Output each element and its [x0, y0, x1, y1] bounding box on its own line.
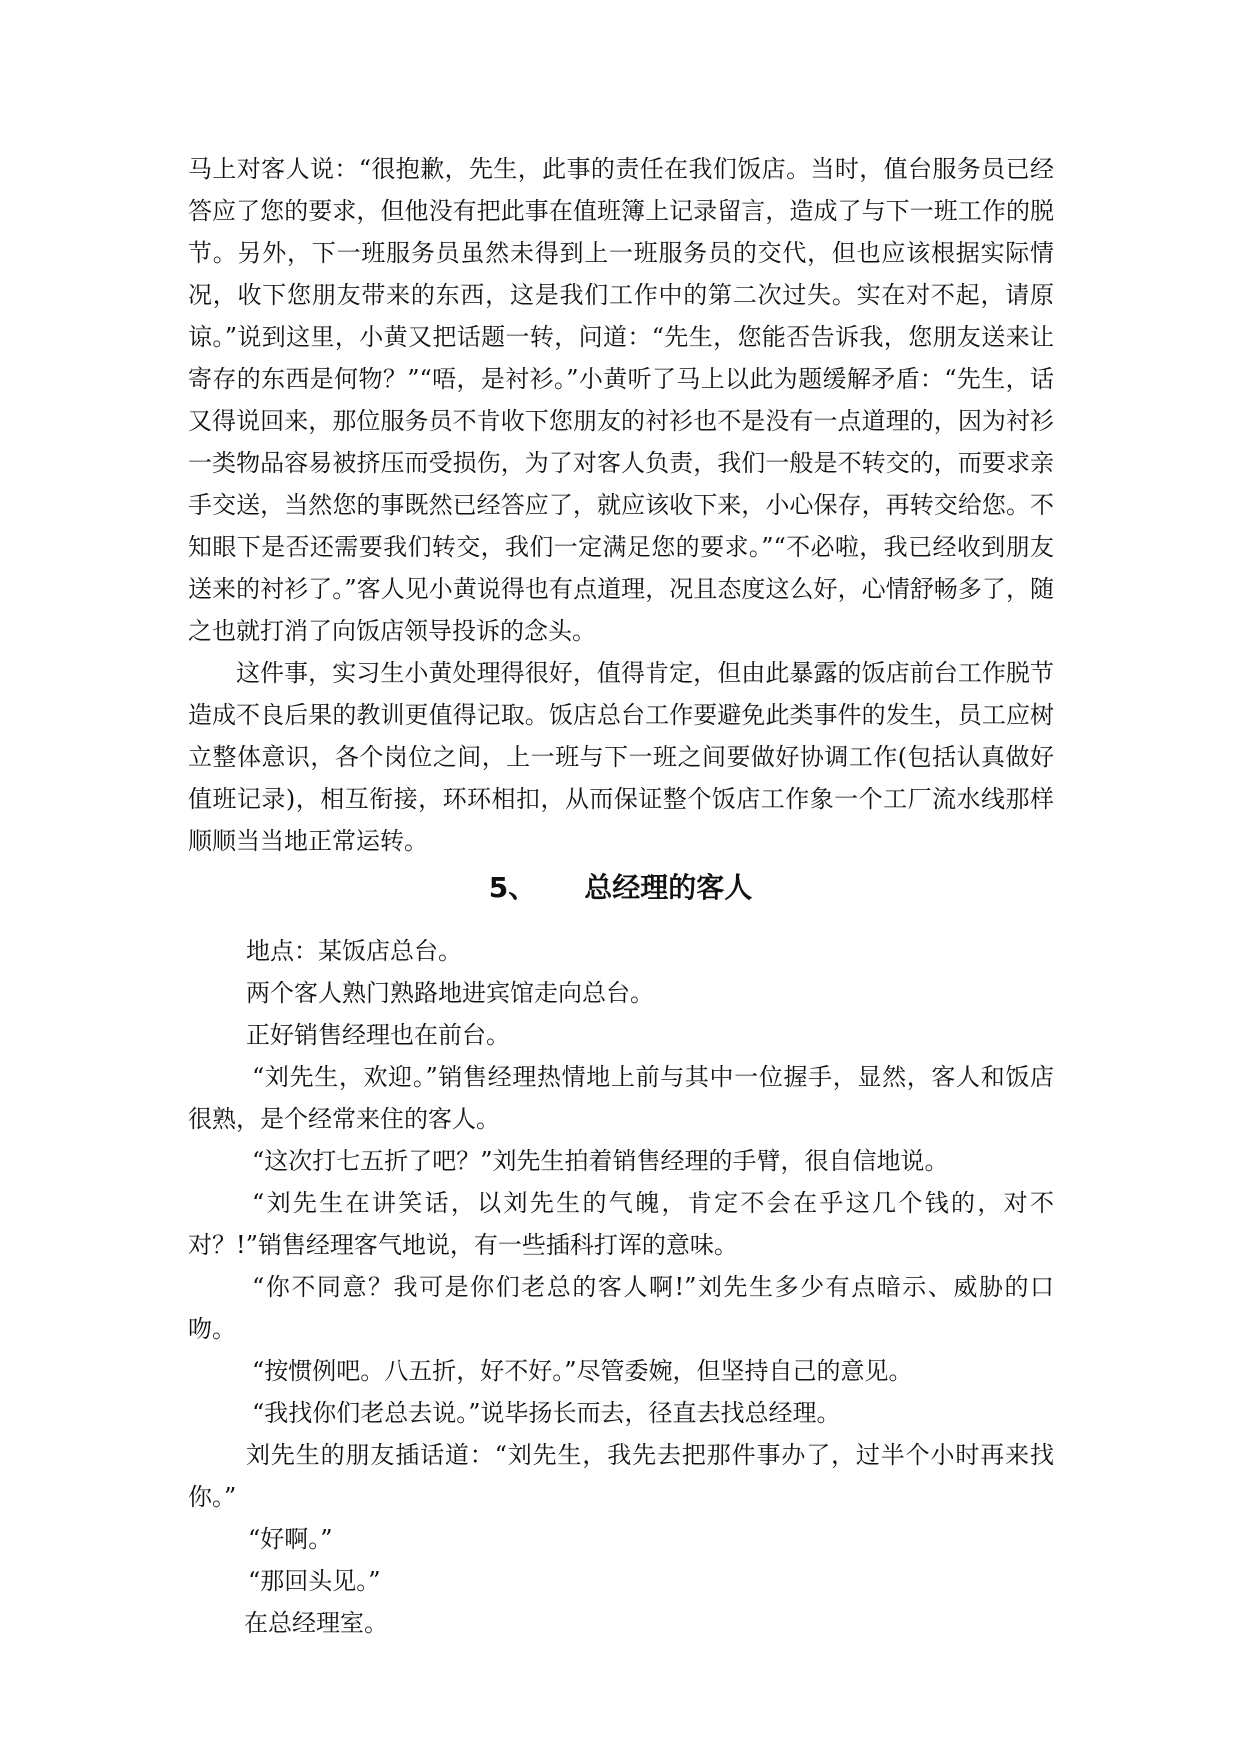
section-1-body: [188, 148, 1054, 862]
section-2-body: [188, 930, 1054, 1644]
paragraph: “刘先生在讲笑话，以刘先生的气魄，肯定不会在乎这几个钱的，对不对？!”销售经理客气地说，有一些插科打诨的意味。: [188, 1189, 1054, 1259]
paragraph: 地点：某饭店总台。: [246, 937, 462, 965]
paragraph: 马上对客人说：“很抱歉，先生，此事的责任在我们饭店。当时，值台服务员已经答应了您的要求，但他没有把此事在值班簿上记录留言，造成了与下一班工作的脱节。另外，下一班服务员虽然未得到上一班服务员的交代，但也应该根据实际情况，收下您朋友带来的东西，这是我们工作中的第二次过失。实在对不起，请原谅。”说到这里，小黄又把话题一转，问道：“先生，您能否告诉我，您朋友送来让寄存的东西是何物？”“唔，是衬衫。”小黄听了马上以此为题缓解矛盾：“先生，话又得说回来，那位服务员不肯收下您朋友的衬衫也不是没有一点道理的，因为衬衫一类物品容易被挤压而受损伤，为了对客人负责，我们一般是不转交的，而要求亲手交送，当然您的事既然已经答应了，就应该收下来，小心保存，再转交给您。不知眼下是否还需要我们转交，我们一定满足您的要求。”“不必啦，我已经收到朋友送来的衬衫了。”客人见小黄说得也有点道理，况且态度这么好，心情舒畅多了，随之也就打消了向饭店领导投诉的念头。: [188, 155, 1054, 645]
paragraph: 刘先生的朋友插话道：“刘先生，我先去把那件事办了，过半个小时再来找你。”: [188, 1441, 1054, 1511]
section-number: 5、: [488, 871, 537, 904]
paragraph: “我找你们老总去说。”说毕扬长而去，径直去找总经理。: [252, 1399, 841, 1427]
paragraph: “那回头见。”: [248, 1567, 381, 1595]
paragraph: 这件事，实习生小黄处理得很好，值得肯定，但由此暴露的饭店前台工作脱节造成不良后果的教训更值得记取。饭店总台工作要避免此类事件的发生，员工应树立整体意识，各个岗位之间，上一班与下一班之间要做好协调工作(包括认真做好值班记录)，相互衔接，环环相扣，从而保证整个饭店工作象一个工厂流水线那样顺顺当当地正常运转。: [188, 659, 1054, 855]
section-heading: [0, 868, 1241, 908]
section-title: 总经理的客人: [584, 871, 753, 904]
paragraph: “按惯例吧。八五折，好不好。”尽管委婉，但坚持自己的意见。: [252, 1357, 913, 1385]
paragraph: 在总经理室。: [244, 1609, 388, 1637]
paragraph: “这次打七五折了吧？”刘先生拍着销售经理的手臂，很自信地说。: [252, 1147, 949, 1175]
paragraph: “好啊。”: [248, 1525, 333, 1553]
paragraph: 正好销售经理也在前台。: [246, 1021, 510, 1049]
paragraph: “你不同意？我可是你们老总的客人啊!”刘先生多少有点暗示、威胁的口吻。: [188, 1273, 1054, 1343]
paragraph: “刘先生，欢迎。”销售经理热情地上前与其中一位握手，显然，客人和饭店很熟，是个经常来住的客人。: [188, 1063, 1054, 1133]
paragraph: 两个客人熟门熟路地进宾馆走向总台。: [246, 979, 654, 1007]
